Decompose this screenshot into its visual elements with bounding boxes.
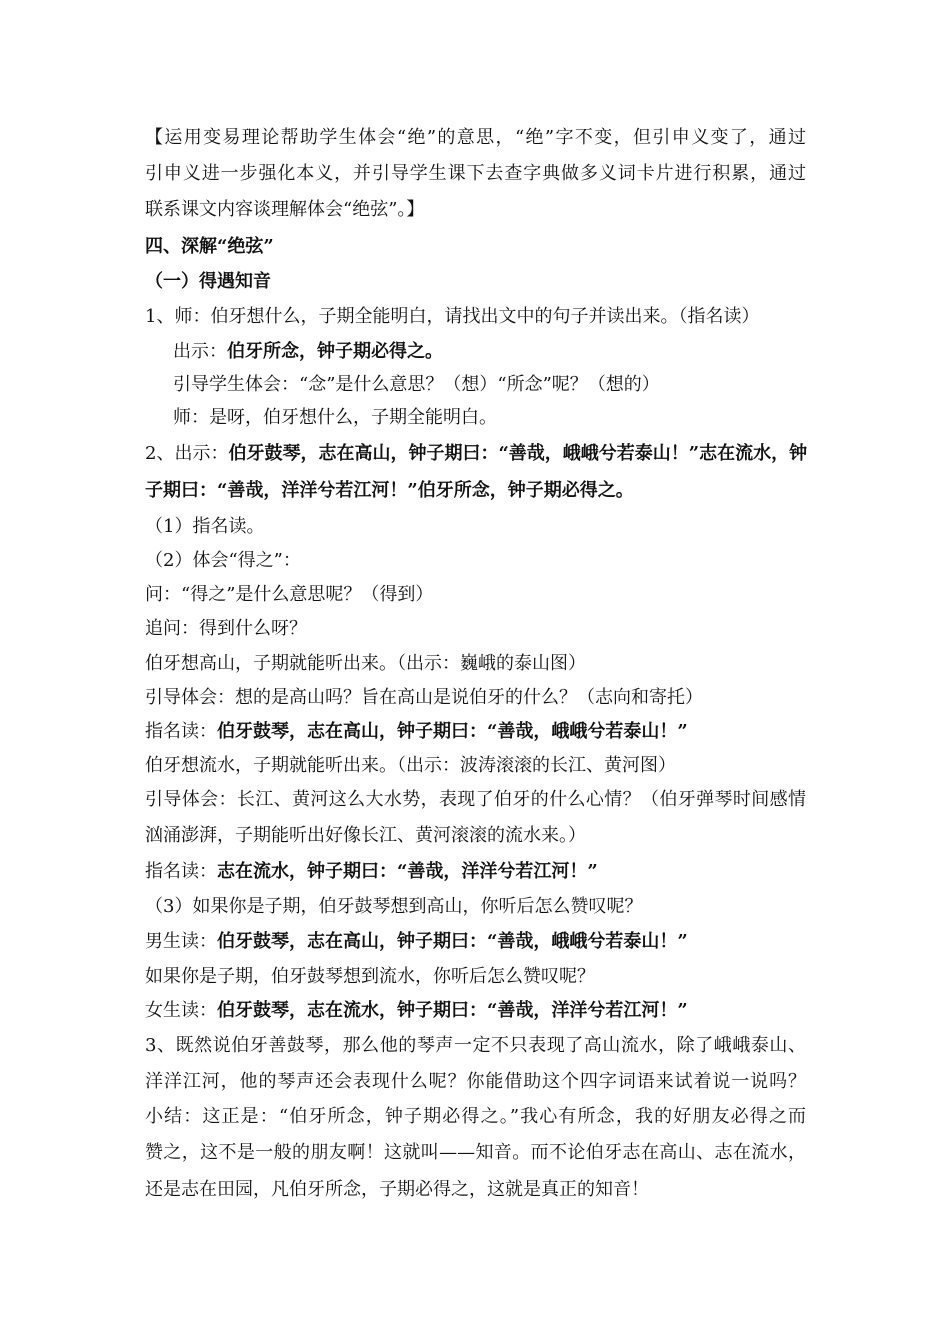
item1-guide: 引导学生体会：“念”是什么意思？（想）“所念”呢？（想的）: [173, 374, 660, 395]
note-line-2: 引申义进一步强化本义，并引导学生课下去查字典做多义词卡片进行积累，通过: [145, 163, 806, 184]
note-line-1: 【运用变易理论帮助学生体会“绝”的意思，“绝”字不变，但引申义变了，通过: [145, 127, 806, 148]
item3-line-1: 3、既然说伯牙善鼓琴，那么他的琴声一定不只表现了高山流水，除了峨峨泰山、: [145, 1035, 806, 1056]
item2-guide1: 引导体会：想的是高山吗？旨在高山是说伯牙的什么？（志向和寄托）: [145, 687, 703, 708]
item2-text-1: 伯牙鼓琴，志在高山，钟子期曰：“善哉，峨峨兮若泰山！”志在流水，钟: [228, 443, 808, 464]
item2-followup: 追问：得到什么呀？: [145, 618, 307, 639]
item3-line-2: 洋洋江河，他的琴声还会表现什么呢？你能借助这个四字词语来试着说一说吗？: [145, 1071, 806, 1092]
item2-boys: [145, 931, 688, 953]
item2-guide2-line-1: 引导体会：长江、黄河这么大水势，表现了伯牙的什么心情？（伯牙弹琴时间感情: [145, 789, 806, 810]
girls-text: 伯牙鼓琴，志在流水，钟子期曰：“善哉，洋洋兮若江河！”: [217, 1000, 688, 1021]
item2-girls: [145, 1000, 688, 1022]
read1-text: 伯牙鼓琴，志在高山，钟子期曰：“善哉，峨峨兮若泰山！”: [217, 721, 688, 742]
item2-text-2: 子期曰：“善哉，洋洋兮若江河！”伯牙所念，钟子期必得之。: [145, 480, 634, 501]
girls-label: 女生读：: [145, 1000, 217, 1021]
item2-mountain: 伯牙想高山，子期就能听出来。（出示：巍峨的泰山图）: [145, 653, 586, 674]
item2-if-water: 如果你是子期，伯牙鼓琴想到流水，你听后怎么赞叹呢？: [145, 966, 595, 987]
item2-ask: 问：“得之”是什么意思呢？（得到）: [145, 584, 434, 605]
item2-guide2-line-2: 汹涌澎湃，子期能听出好像长江、黄河滚滚的流水来。）: [145, 825, 586, 846]
read2-label: 指名读：: [145, 861, 217, 882]
item2-line-1: [145, 443, 806, 465]
summary-line-2: 赞之，这不是一般的朋友啊！这就叫——知音。而不论伯牙志在高山、志在流水，: [145, 1142, 806, 1163]
show-text: 伯牙所念，钟子期必得之。: [227, 341, 443, 362]
boys-text: 伯牙鼓琴，志在高山，钟子期曰：“善哉，峨峨兮若泰山！”: [217, 931, 688, 952]
boys-label: 男生读：: [145, 931, 217, 952]
item2-label: 2、出示：: [145, 443, 229, 464]
item1-question: 1、师：伯牙想什么，子期全能明白，请找出文中的句子并读出来。（指名读）: [145, 306, 760, 327]
item2-p1: （1）指名读。: [145, 516, 265, 537]
item1-show: [173, 341, 443, 363]
read2-text: 志在流水，钟子期曰：“善哉，洋洋兮若江河！”: [217, 861, 598, 882]
item2-p2: （2）体会“得之”：: [145, 550, 301, 571]
item2-read2: [145, 861, 598, 883]
show-label: 出示：: [173, 341, 227, 362]
summary-line-1: 小结：这正是：“伯牙所念，钟子期必得之。”我心有所念，我的好朋友必得之而: [145, 1106, 806, 1127]
item2-p3: （3）如果你是子期，伯牙鼓琴想到高山，你听后怎么赞叹呢？: [145, 896, 643, 917]
read1-label: 指名读：: [145, 721, 217, 742]
subsection-heading: （一）得遇知音: [145, 271, 271, 292]
note-line-3: 联系课文内容谈理解体会“绝弦”。】: [145, 199, 425, 220]
summary-line-3: 还是志在田园，凡伯牙所念，子期必得之，这就是真正的知音！: [145, 1179, 649, 1200]
item2-water: 伯牙想流水，子期就能听出来。（出示：波涛滚滚的长江、黄河图）: [145, 755, 676, 776]
section-heading: 四、深解“绝弦”: [145, 236, 274, 257]
item2-read1: [145, 721, 688, 743]
item1-teacher: 师：是呀，伯牙想什么，子期全能明白。: [173, 407, 497, 428]
